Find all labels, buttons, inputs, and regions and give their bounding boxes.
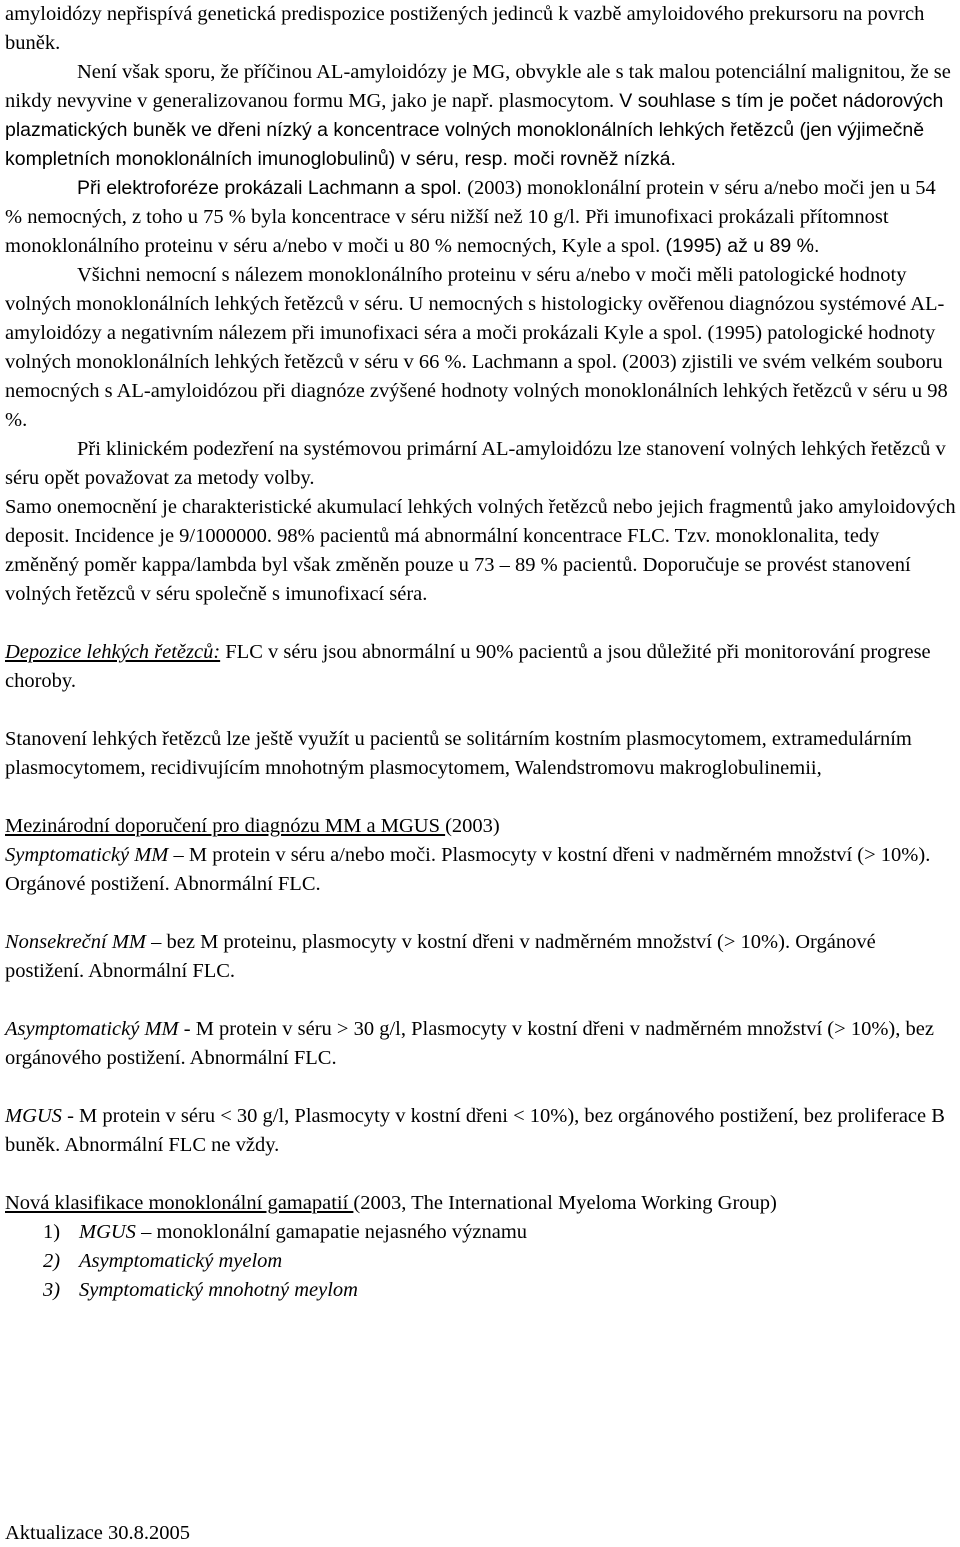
paragraph-depozice xyxy=(5,638,957,696)
mezinarodni-heading: Mezinárodní doporučení pro diagnózu MM a MGUS xyxy=(5,815,446,837)
elfo-text-serif: (2003) monoklonální protein v séru a/nebo moči jen u 54 % nemocných, z toho u 75 % byla koncentrace v séru nižší než 10 g/l. Při imunofixaci prokázali přítomnost monoklonálního proteinu v séru a/nebo v moči u 80 % nemocných, Kyle a spol. xyxy=(5,177,936,257)
paragraph-elektroforeza xyxy=(5,174,957,261)
nonsekrecni-mm-text: – bez M proteinu, plasmocyty v kostní dřeni v nadměrném množství (> 10%). Orgánové postižení. Abnormální FLC. xyxy=(5,931,876,982)
intro-text: amyloidózy nepřispívá genetická predispozice postižených jedinců k vazbě amyloidového prekursoru na povrch buněk. xyxy=(5,3,925,54)
mezinarodni-year: (2003) xyxy=(445,815,500,837)
symptomaticky-mm-text: – M protein v séru a/nebo moči. Plasmocyty v kostní dřeni v nadměrném množství (> 10%). Orgánové postižení. Abnormální FLC. xyxy=(5,844,931,895)
paragraph-nonsekrecni-mm xyxy=(5,928,957,986)
list-item-label: Asymptomatický myelom xyxy=(79,1250,283,1272)
stanoveni-text: Stanovení lehkých řetězců lze ještě využít u pacientů se solitárním kostním plasmocytomem, extramedulárním plasmocytomem, recidivujícím mnohotným plasmocytomem, Walendstromovu makroglobulinemii, xyxy=(5,728,912,779)
list-item-number: 2) xyxy=(43,1250,61,1272)
list-item-label: Symptomatický mnohotný meylom xyxy=(79,1279,358,1301)
klasifikace-list xyxy=(5,1218,957,1305)
paragraph-intro xyxy=(5,0,957,58)
samo-text: Samo onemocnění je charakteristické akumulací lehkých volných řetězců nebo jejich fragmentů jako amyloidových deposit. Incidence je 9/1000000. 98% pacientů má abnormální koncentrace FLC. Tzv. monoklonalita, tedy změněný poměr kappa/lambda byl však změněn pouze u 73 – 89 % pacientů. Doporučuje se provést stanovení volných řetězců v séru společně s imunofixací séra. xyxy=(5,496,956,605)
list-item-number: 3) xyxy=(43,1279,61,1301)
paragraph-asymptomaticky-mm xyxy=(5,1015,957,1073)
depozice-text: FLC v séru jsou abnormální u 90% pacientů a jsou důležité při monitorování progrese choroby. xyxy=(5,641,931,692)
asymptomaticky-mm-text: - M protein v séru > 30 g/l, Plasmocyty v kostní dřeni v nadměrném množství (> 10%), bez orgánového postižení. Abnormální FLC. xyxy=(5,1018,934,1069)
list-item-text: – monoklonální gamapatie nejasného významu xyxy=(135,1221,528,1243)
paragraph-klinicke-podezreni xyxy=(5,435,957,493)
asymptomaticky-mm-label: Asymptomatický MM xyxy=(5,1018,179,1040)
paragraph-mg xyxy=(5,58,957,174)
nova-klasifikace-source: (2003, The International Myeloma Working Group) xyxy=(353,1192,777,1214)
list-item-label: MGUS xyxy=(79,1221,136,1243)
mg-text-serif: Není však sporu, že příčinou AL-amyloidózy je MG, obvykle ale s tak malou potenciální malignitou, že se nikdy nevyvine v generalizovanou formu MG, jako je např. plasmocytom. xyxy=(5,61,951,112)
klin-text: Při klinickém podezření na systémovou primární AL-amyloidózu lze stanovení volných lehkých řetězců v séru opět považovat za metody volby. xyxy=(5,438,946,489)
symptomaticky-mm-label: Symptomatický MM xyxy=(5,844,169,866)
paragraph-mgus xyxy=(5,1102,957,1160)
paragraph-nova-klasifikace xyxy=(5,1189,957,1218)
list-item-number: 1) xyxy=(43,1221,61,1243)
elfo-text-sans-2: (1995) až u 89 %. xyxy=(665,235,820,257)
nonsekrecni-mm-label: Nonsekreční MM xyxy=(5,931,146,953)
footer-update-date: Aktualizace 30.8.2005 xyxy=(5,1522,191,1544)
nova-klasifikace-heading: Nová klasifikace monoklonální gamapatií xyxy=(5,1192,354,1214)
paragraph-stanoveni xyxy=(5,725,957,783)
mg-text-sans: V souhlase s tím je počet nádorových plazmatických buněk ve dřeni nízký a koncentrace volných monoklonálních lehkých řetězců (jen výjimečně kompletních monoklonálních imunoglobulinů) v séru, resp. moči rovněž nízká. xyxy=(5,90,944,170)
depozice-label: Depozice lehkých řetězců: xyxy=(5,641,221,663)
mgus-text: - M protein v séru < 30 g/l, Plasmocyty v kostní dřeni < 10%), bez orgánového postižení, bez proliferace B buněk. Abnormální FLC ne vždy. xyxy=(5,1105,945,1156)
list-item xyxy=(43,1247,957,1276)
list-item xyxy=(43,1218,957,1247)
paragraph-mezinarodni-doporuceni xyxy=(5,812,957,899)
paragraph-samo-onemocneni xyxy=(5,493,957,609)
elfo-text-sans-1: Při elektroforéze prokázali Lachmann a spol. xyxy=(77,177,468,199)
document-page xyxy=(5,0,957,1305)
vsichni-text: Všichni nemocní s nálezem monoklonálního proteinu v séru a/nebo v moči měli patologické hodnoty volných monoklonálních lehkých řetězců v séru. U nemocných s histologicky ověřenou diagnózou systémové AL-amyloidózy a negativním nálezem při imunofixaci séra a moči prokázali Kyle a spol. (1995) patologické hodnoty volných monoklonálních lehkých řetězců v séru v 66 %. Lachmann a spol. (2003) zjistili ve svém velkém souboru nemocných s AL-amyloidózou při diagnóze zvýšené hodnoty volných monoklonálních lehkých řetězců v séru u 98 %. xyxy=(5,264,948,431)
list-item xyxy=(43,1276,957,1305)
mgus-label: MGUS xyxy=(5,1105,62,1127)
paragraph-vsichni xyxy=(5,261,957,435)
